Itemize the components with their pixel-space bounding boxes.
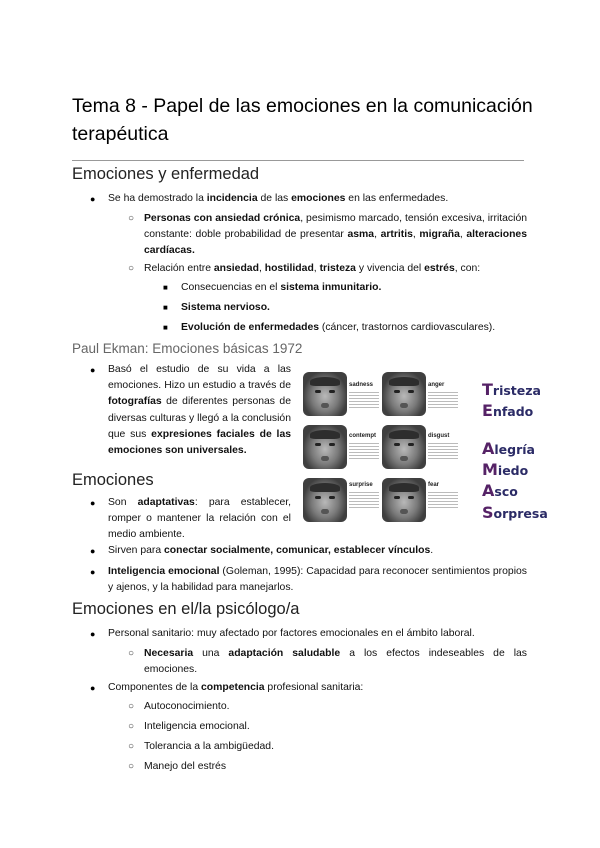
list-item: Inteligencia emocional (Goleman, 1995): Capacidad para reconocer sentimientos propios y ajenos, y la habilidad para manejarlos. [108, 566, 527, 594]
circle-bullet-icon: ○ [128, 721, 135, 732]
face-photo [382, 425, 426, 469]
subsection-heading-ekman: Paul Ekman: Emociones básicas 1972 [72, 341, 303, 356]
list-item: Manejo del estrés [144, 761, 227, 772]
emotion-item: Enfado [482, 401, 534, 420]
list-item: Personal sanitario: muy afectado por factores emocionales en el ámbito laboral. [108, 628, 475, 639]
square-bullet-icon: ■ [163, 303, 168, 312]
section-heading-psicologo: Emociones en el/la psicólogo/a [72, 600, 300, 618]
list-item: Personas con ansiedad crónica, pesimismo marcado, tensión excesiva, irritación constante: doble probabilidad de presentar asma, artritis, migraña, alteraciones cardíacas. [144, 213, 527, 257]
face-label: sadness [349, 382, 374, 388]
bullet-icon: ● [90, 365, 96, 375]
list-item: Consecuencias en el sistema inmunitario. [181, 282, 382, 293]
emotion-item: Sorpresa [482, 503, 548, 522]
circle-bullet-icon: ○ [128, 648, 135, 659]
bullet-icon: ● [90, 194, 96, 204]
bullet-icon: ● [90, 683, 96, 693]
emotion-item: Tristeza [482, 380, 541, 399]
face-label: disgust [428, 433, 450, 439]
ekman-paragraph: Basó el estudio de su vida a las emociones. Hizo un estudio a través de fotografías de diferentes personas de diversas culturas y llegó a la conclusión que sus expresiones faciales de las emociones son universales. [108, 364, 291, 457]
face-notes [349, 492, 379, 508]
bullet-icon: ● [90, 629, 96, 639]
emotion-item: Miedo [482, 460, 529, 479]
face-notes [428, 392, 458, 408]
face-photo [303, 372, 347, 416]
list-item: Componentes de la competencia profesional sanitaria: [108, 682, 364, 693]
square-bullet-icon: ■ [163, 323, 168, 332]
face-notes [349, 443, 379, 459]
face-label: contempt [349, 433, 376, 439]
list-item: Son adaptativas: para establecer, romper o mantener la relación con el medio ambiente. [108, 497, 292, 541]
list-item: Necesaria una adaptación saludable a los efectos indeseables de las emociones. [144, 648, 527, 676]
list-item: Autoconocimiento. [144, 701, 230, 712]
circle-bullet-icon: ○ [128, 741, 135, 752]
face-label: surprise [349, 482, 373, 488]
face-label: fear [428, 482, 440, 488]
list-item: Sirven para conectar socialmente, comunicar, establecer vínculos. [108, 545, 434, 556]
bullet-icon: ● [90, 567, 96, 577]
bullet-icon: ● [90, 498, 96, 508]
face-label: anger [428, 382, 445, 388]
section-heading-emociones: Emociones [72, 471, 154, 489]
face-photo [382, 478, 426, 522]
face-photo [303, 425, 347, 469]
circle-bullet-icon: ○ [128, 263, 135, 274]
circle-bullet-icon: ○ [128, 701, 135, 712]
title-divider [72, 160, 524, 161]
page-title: Tema 8 - Papel de las emociones en la comunicación terapéutica [72, 95, 533, 145]
square-bullet-icon: ■ [163, 283, 168, 292]
emotion-item: Asco [482, 481, 518, 500]
face-notes [428, 492, 458, 508]
list-item: Tolerancia a la ambigüedad. [144, 741, 274, 752]
list-item: Relación entre ansiedad, hostilidad, tristeza y vivencia del estrés, con: [144, 263, 481, 274]
ekman-faces-figure [303, 372, 460, 522]
bullet-icon: ● [90, 546, 96, 556]
list-item: Inteligencia emocional. [144, 721, 250, 732]
list-item: Se ha demostrado la incidencia de las emociones en las enfermedades. [108, 193, 449, 204]
circle-bullet-icon: ○ [128, 213, 135, 224]
list-item: Evolución de enfermedades (cáncer, trastornos cardiovasculares). [181, 322, 496, 333]
list-item: Sistema nervioso. [181, 302, 270, 313]
face-photo [303, 478, 347, 522]
emotion-item: Alegría [482, 439, 535, 458]
face-notes [349, 392, 379, 408]
face-photo [382, 372, 426, 416]
circle-bullet-icon: ○ [128, 761, 135, 772]
face-notes [428, 443, 458, 459]
section-heading-emociones-enfermedad: Emociones y enfermedad [72, 165, 260, 183]
